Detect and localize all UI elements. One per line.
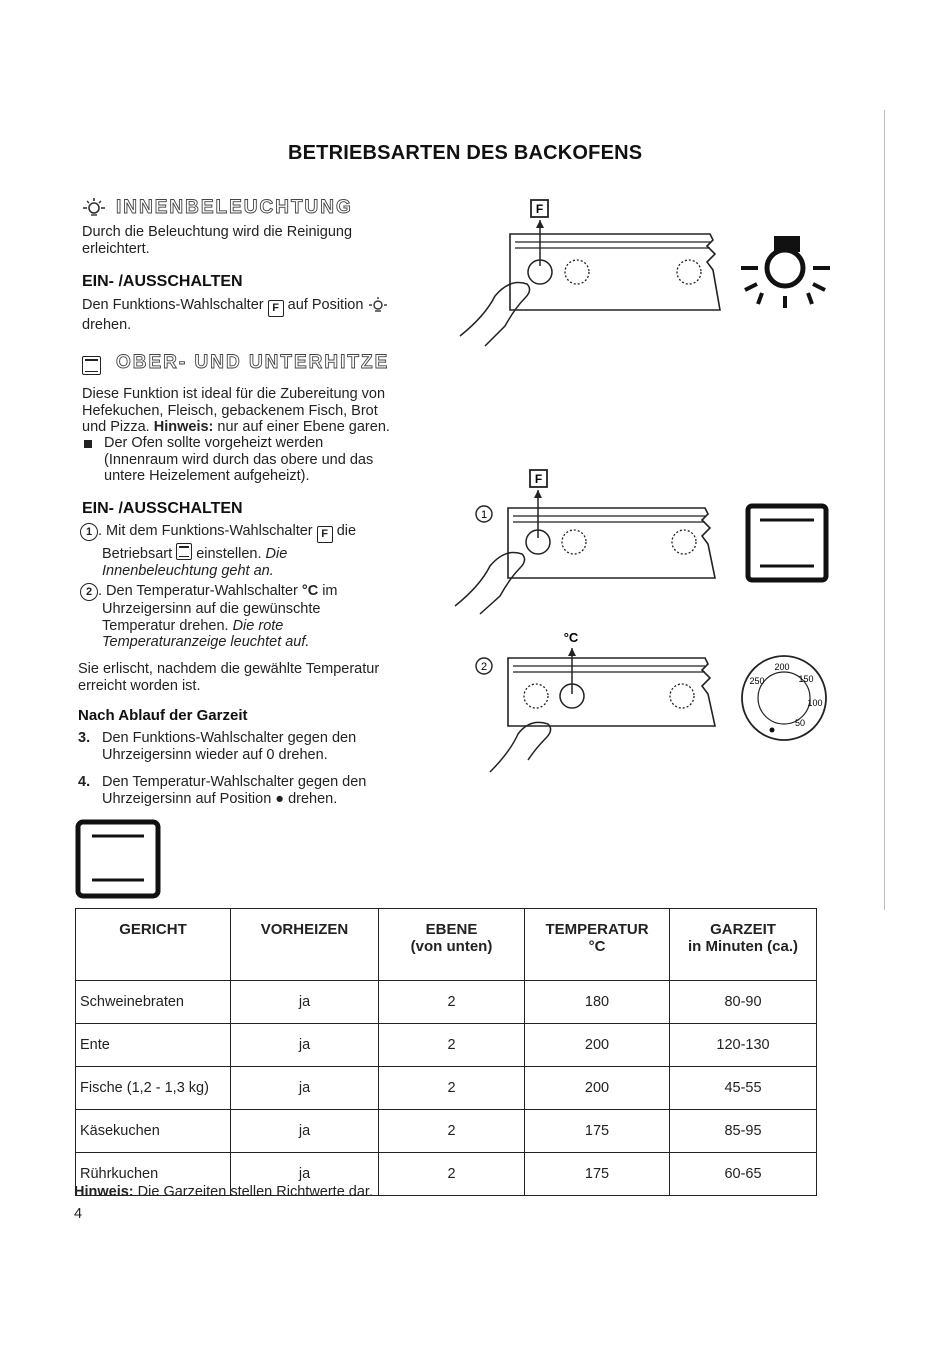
header-label: GARZEIT <box>710 921 776 938</box>
end-heading: Nach Ablauf der Garzeit <box>78 707 248 724</box>
step-italic: Temperaturanzeige leuchtet auf. <box>102 634 310 650</box>
cell-temperatur: 200 <box>525 1024 670 1067</box>
header-temperatur <box>525 909 670 981</box>
page-title: BETRIEBSARTEN DES BACKOFENS <box>288 142 643 164</box>
section1-subheading: EIN- /AUSSCHALTEN <box>82 273 243 290</box>
intro-line: Durch die Beleuchtung wird die Reinigung <box>82 224 353 240</box>
cell-gericht: Ente <box>76 1024 231 1067</box>
intro-line: Diese Funktion ist ideal für die Zubereitung von <box>82 386 386 402</box>
header-gericht <box>76 909 231 981</box>
after-line: Sie erlischt, nachdem die gewählte Temperatur <box>78 661 380 677</box>
function-f-icon: F <box>317 526 333 543</box>
cooking-table <box>75 908 817 1196</box>
hint-label: Hinweis: <box>153 419 214 435</box>
function-f-icon: F <box>268 300 284 317</box>
cell-vorheizen: ja <box>231 1153 379 1196</box>
cell-garzeit: 85-95 <box>670 1110 817 1153</box>
intro-line: Hefekuchen, Fleisch, gebackenem Fisch, Brot <box>82 402 378 419</box>
diagram-number-2: 2 <box>480 661 488 673</box>
header-label: VORHEIZEN <box>260 921 349 938</box>
step-text: Betriebsart <box>102 546 173 562</box>
bullet-line: Der Ofen sollte vorgeheizt werden <box>104 435 324 451</box>
cell-gericht: Rührkuchen <box>76 1153 231 1196</box>
cell-vorheizen: ja <box>231 1067 379 1110</box>
table-row <box>76 981 817 1024</box>
bullet-line: untere Heizelement aufgeheizt). <box>104 468 310 484</box>
cell-temperatur: 175 <box>525 1153 670 1196</box>
step-number-1: 1 <box>80 523 98 541</box>
section1-step <box>82 296 442 334</box>
header-ebene <box>379 909 525 981</box>
ober-unterhitze-icon <box>176 543 192 560</box>
step-number: 3. <box>78 730 91 746</box>
intro-line: erleichtert. <box>82 240 150 257</box>
footnote-text: Die Garzeiten stellen Richtwerte dar. <box>137 1184 373 1200</box>
step-text: . Den Temperatur-Wahlschalter <box>98 583 298 599</box>
header-label: TEMPERATUR <box>545 921 649 938</box>
step-number: 4. <box>78 774 91 790</box>
cell-gericht: Schweinebraten <box>76 981 231 1024</box>
section2-step1 <box>80 523 460 579</box>
step-text: Den Funktions-Wahlschalter gegen den <box>102 730 357 746</box>
page-number: 4 <box>74 1206 83 1222</box>
table-row <box>76 1067 817 1110</box>
step-text: die <box>336 523 357 539</box>
step-text: einstellen. <box>196 546 262 562</box>
diagram-celsius-label: °C <box>563 630 579 645</box>
dial-label: 150 <box>798 674 814 684</box>
dial-label: 200 <box>774 662 790 672</box>
dial-label: 100 <box>807 698 823 708</box>
step-text: Uhrzeigersinn auf die gewünschte <box>102 601 321 617</box>
diagram-number-1: 1 <box>480 509 488 521</box>
section1-intro <box>82 224 352 257</box>
cell-garzeit: 80-90 <box>670 981 817 1024</box>
header-label: GERICHT <box>119 921 187 938</box>
intro-text: und Pizza. <box>82 419 150 435</box>
step-italic: Innenbeleuchtung geht an. <box>102 562 274 579</box>
section-ober-unterhitze-heading: OBER- UND UNTERHITZE <box>116 352 390 373</box>
step-number-2: 2 <box>80 583 98 601</box>
header-label: in Minuten (ca.) <box>688 938 798 955</box>
table-header-row <box>76 909 817 981</box>
cell-ebene: 2 <box>379 1067 525 1110</box>
section2-intro <box>82 386 462 436</box>
cell-gericht: Käsekuchen <box>76 1110 231 1153</box>
header-label: °C <box>588 938 606 955</box>
header-label: (von unten) <box>410 938 493 955</box>
step-text: Uhrzeigersinn wieder auf 0 drehen. <box>102 746 328 763</box>
diagram-f-label: F <box>534 472 543 486</box>
section2-bullet <box>104 435 464 485</box>
cell-vorheizen: ja <box>231 981 379 1024</box>
oven-panel-diagram-light <box>455 196 845 356</box>
step-italic: Die rote <box>232 617 284 634</box>
end-step-4 <box>78 774 458 807</box>
step-text: im <box>322 583 338 599</box>
section-innenbeleuchtung-heading: INNENBELEUCHTUNG <box>116 197 353 218</box>
oven-panel-diagram-step2 <box>450 626 840 776</box>
cell-garzeit: 45-55 <box>670 1067 817 1110</box>
cell-temperatur: 200 <box>525 1067 670 1110</box>
table-row <box>76 1110 817 1153</box>
cell-garzeit: 60-65 <box>670 1153 817 1196</box>
step-text: drehen. <box>82 317 132 333</box>
step-italic: Die <box>265 546 288 562</box>
step-text: Den Temperatur-Wahlschalter gegen den <box>102 774 367 790</box>
ober-unterhitze-large-icon <box>74 818 164 900</box>
cell-ebene: 2 <box>379 1024 525 1067</box>
oven-panel-diagram-step1 <box>450 466 840 616</box>
cell-temperatur: 175 <box>525 1110 670 1153</box>
header-garzeit <box>670 909 817 981</box>
section2-after <box>78 661 458 694</box>
dial-label: 50 <box>794 718 806 728</box>
step-text: Uhrzeigersinn auf Position ● drehen. <box>102 790 338 807</box>
cell-temperatur: 180 <box>525 981 670 1024</box>
footnote-label: Hinweis: <box>74 1184 134 1200</box>
cell-ebene: 2 <box>379 1110 525 1153</box>
intro-text: nur auf einer Ebene garen. <box>217 419 390 435</box>
cell-vorheizen: ja <box>231 1024 379 1067</box>
step-text: . Mit dem Funktions-Wahlschalter <box>98 523 313 539</box>
bullet-square-icon <box>84 440 92 448</box>
page-edge-line <box>884 110 885 910</box>
section2-subheading: EIN- /AUSSCHALTEN <box>82 500 243 517</box>
after-line: erreicht worden ist. <box>78 677 201 694</box>
ober-unterhitze-icon <box>82 356 101 375</box>
footnote <box>74 1184 373 1201</box>
section2-step2 <box>80 583 460 651</box>
step-text: Den Funktions-Wahlschalter <box>82 297 264 313</box>
diagram-f-label: F <box>535 202 544 216</box>
cell-ebene: 2 <box>379 1153 525 1196</box>
step-text: Temperatur drehen. <box>102 617 229 634</box>
cell-gericht: Fische (1,2 - 1,3 kg) <box>76 1067 231 1110</box>
celsius-symbol: °C <box>301 583 319 599</box>
header-vorheizen <box>231 909 379 981</box>
cell-vorheizen: ja <box>231 1110 379 1153</box>
cell-ebene: 2 <box>379 981 525 1024</box>
light-bulb-icon <box>80 196 108 218</box>
cell-garzeit: 120-130 <box>670 1024 817 1067</box>
intro-line <box>82 419 462 436</box>
table-row <box>76 1024 817 1067</box>
step-text: auf Position <box>287 297 364 313</box>
end-step-3 <box>78 730 458 763</box>
header-label: EBENE <box>425 921 478 938</box>
dial-label: 250 <box>749 676 765 686</box>
bullet-line: (Innenraum wird durch das obere und das <box>104 451 374 468</box>
light-bulb-icon <box>367 296 389 312</box>
